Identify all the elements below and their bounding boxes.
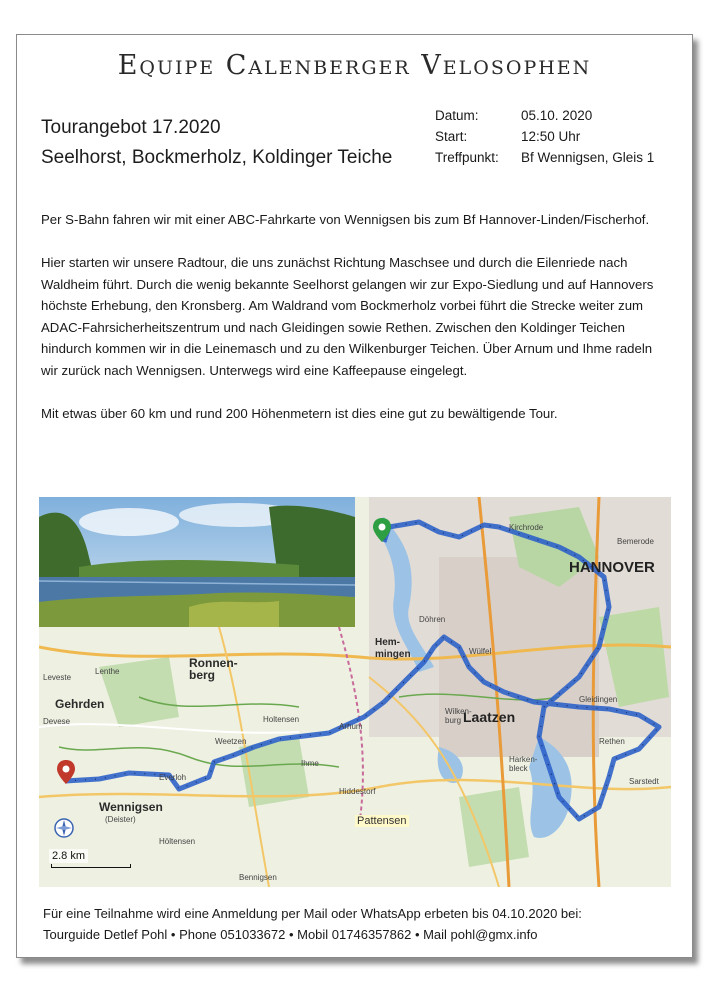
map-label-ihme: Ihme xyxy=(301,759,319,768)
meta-label: Start: xyxy=(435,129,468,144)
map-label-gleidingen: Gleidingen xyxy=(579,695,618,704)
meta-value: 12:50 Uhr xyxy=(521,129,581,144)
meta-start xyxy=(435,126,654,147)
description-paragraph: Hier starten wir unsere Radtour, die uns zunächst Richtung Maschsee und durch die Eilenriede nach Waldheim führt. Durch die wenig bekannte Seelhorst gelangen wir zur Expo-Siedlung und auf Hannovers höchste Erhebung, den Kronsberg. Am Waldrand vom Bockmerholz vorbei führt die Strecke weiter zum ADAC-Fahrsicherheitszentrum und nach Gleidingen sowie Rethen. Zwischen den Koldinger Teichen hindurch kommen wir in die Leinemasch und zu den Wilkenburger Teichen. Über Arnum und Ihme radeln wir zurück nach Wennigsen. Unterwegs wird eine Kaffeepause eingelegt. xyxy=(41,255,654,378)
footer-registration-note: Für eine Teilnahme wird eine Anmeldung per Mail oder WhatsApp erbeten bis 04.10.2020 bei: xyxy=(43,906,582,921)
end-pin-icon xyxy=(372,517,392,543)
meta-value: Bf Wennigsen, Gleis 1 xyxy=(521,150,655,165)
map-label-kirchrode: Kirchrode xyxy=(509,523,544,532)
map-label-laatzen: Laatzen xyxy=(463,709,516,725)
club-title: Equipe Calenberger Velosophen xyxy=(117,50,592,81)
map-label-wennigsen: Wennigsen xyxy=(99,800,163,814)
map-label-sarstedt: Sarstedt xyxy=(629,777,659,786)
lake-photo-image xyxy=(39,497,355,627)
map-label-pattensen: Pattensen xyxy=(357,815,407,827)
map-label-wennigsen-sub: (Deister) xyxy=(105,815,136,824)
route-map xyxy=(39,497,671,887)
meta-meeting-point xyxy=(435,147,654,168)
map-label-wuelfel: Wülfel xyxy=(469,647,492,656)
flyer-sheet xyxy=(16,34,693,958)
map-scale-bar xyxy=(51,864,131,868)
tour-heading xyxy=(41,113,392,173)
tour-description xyxy=(41,209,671,446)
meta-value: 05.10. 2020 xyxy=(521,108,593,123)
start-pin-icon xyxy=(56,759,76,785)
compass-icon xyxy=(53,817,75,839)
map-label-doehren: Döhren xyxy=(419,615,446,624)
tour-title: Seelhorst, Bockmerholz, Koldinger Teiche xyxy=(41,147,393,168)
lake-photo xyxy=(39,497,355,627)
footer xyxy=(43,903,582,945)
map-label-everloh: Everloh xyxy=(159,773,187,782)
footer-contact: Tourguide Detlef Pohl • Phone 051033672 • Mobil 01746357862 • Mail pohl@gmx.info xyxy=(43,927,538,942)
map-label-bennigsen: Bennigsen xyxy=(239,873,277,882)
map-label-arnum: Arnum xyxy=(339,722,363,731)
map-label-bemerode: Bemerode xyxy=(617,537,654,546)
meta-date xyxy=(435,105,654,126)
tour-number: Tourangebot 17.2020 xyxy=(41,117,221,138)
tour-meta xyxy=(435,105,654,168)
map-label-devese: Devese xyxy=(43,717,71,726)
map-label-gehrden: Gehrden xyxy=(55,697,105,711)
description-paragraph: Per S-Bahn fahren wir mit einer ABC-Fahrkarte von Wennigsen bis zum Bf Hannover-Linden/Fischerhof. xyxy=(41,212,650,227)
map-label-hannover: HANNOVER xyxy=(569,559,655,576)
map-label-hemmingen: Hem- mingen xyxy=(375,637,411,660)
map-label-wilkenburg: Wilken- burg xyxy=(445,707,472,725)
map-scale-label: 2.8 km xyxy=(49,849,88,863)
map-label-holtensen: Holtensen xyxy=(263,715,300,724)
map-label-leveste: Leveste xyxy=(43,673,72,682)
map-label-hiddestorf: Hiddestorf xyxy=(339,787,376,796)
map-label-weetzen: Weetzen xyxy=(215,737,247,746)
meta-label: Datum: xyxy=(435,108,479,123)
meta-label: Treffpunkt: xyxy=(435,150,499,165)
map-label-rethen: Rethen xyxy=(599,737,625,746)
map-label-ronnenberg: Ronnen- berg xyxy=(189,656,238,682)
description-paragraph: Mit etwas über 60 km und rund 200 Höhenmetern ist dies eine gut zu bewältigende Tour. xyxy=(41,405,558,421)
map-label-hoeltensen: Höltensen xyxy=(159,837,196,846)
map-label-lenthe: Lenthe xyxy=(95,667,120,676)
map-label-harkenbleck: Harken- bleck xyxy=(509,755,538,773)
